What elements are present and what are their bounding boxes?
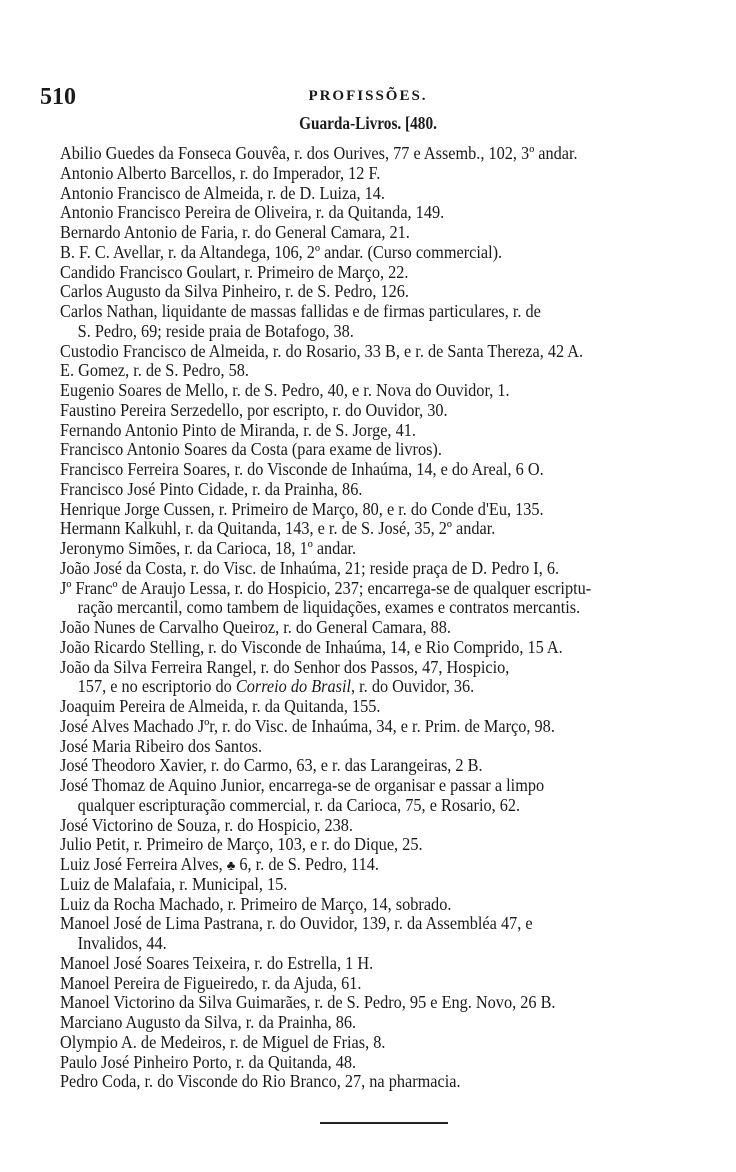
list-item: Luiz da Rocha Machado, r. Primeiro de Março, 14, sobrado. — [60, 893, 452, 914]
list-item: Carlos Augusto da Silva Pinheiro, r. de S. Pedro, 126. — [60, 281, 410, 302]
list-item: João José da Costa, r. do Visc. de Inhaúma, 21; reside praça de D. Pedro I, 6. — [60, 557, 560, 578]
list-item: Olympio A. de Medeiros, r. de Miguel de Frias, 8. — [60, 1031, 386, 1052]
running-head: PROFISSÕES. — [308, 88, 428, 104]
text-segment: Luiz José Ferreira Alves, — [60, 854, 227, 874]
list-item: Francisco Antonio Soares da Costa (para exame de livros). — [60, 439, 442, 460]
list-item: José Alves Machado Jºr, r. do Visc. de Inhaúma, 34, e r. Prim. de Março, 98. — [60, 715, 555, 736]
list-item: Jº Francº de Araujo Lessa, r. do Hospicio, 237; encarrega-se de qualquer escriptu- — [60, 577, 592, 598]
list-item: Hermann Kalkuhl, r. da Quitanda, 143, e r. de S. José, 35, 2º andar. — [60, 518, 496, 539]
list-item — [60, 855, 683, 875]
list-item-continuation: ração mercantil, como tambem de liquidações, exames e contratos mercantis. — [77, 597, 581, 618]
list-item: E. Gomez, r. de S. Pedro, 58. — [60, 360, 249, 381]
list-item-continuation: Invalidos, 44. — [77, 933, 167, 953]
list-item: Henrique Jorge Cussen, r. Primeiro de Março, 80, e r. do Conde d'Eu, 135. — [60, 498, 544, 519]
list-item-continuation — [60, 677, 683, 697]
list-item: João da Silva Ferreira Rangel, r. do Senhor dos Passos, 47, Hospicio, — [60, 656, 510, 677]
list-item: José Theodoro Xavier, r. do Carmo, 63, e r. das Larangeiras, 2 B. — [60, 755, 483, 776]
list-item: Pedro Coda, r. do Visconde do Rio Branco, 27, na pharmacia. — [60, 1071, 461, 1092]
list-item: Faustino Pereira Serzedello, por escripto, r. do Ouvidor, 30. — [60, 399, 448, 420]
list-item: Jeronymo Simões, r. da Carioca, 18, 1º andar. — [60, 538, 357, 558]
text-segment: 157, e no escriptorio do — [77, 676, 236, 697]
list-item: Antonio Alberto Barcellos, r. do Imperador, 12 F. — [60, 162, 381, 183]
list-item: Manoel Victorino da Silva Guimarães, r. de S. Pedro, 95 e Eng. Novo, 26 B. — [60, 992, 556, 1013]
list-item-continuation: S. Pedro, 69; reside praia de Botafogo, 38. — [77, 320, 354, 341]
list-item: José Maria Ribeiro dos Santos. — [60, 735, 263, 756]
list-item: Francisco José Pinto Cidade, r. da Prainha, 86. — [60, 478, 363, 499]
list-item: B. F. C. Avellar, r. da Altandega, 106, 2º andar. (Curso commercial). — [60, 241, 503, 262]
list-item: Eugenio Soares de Mello, r. de S. Pedro, 40, e r. Nova do Ouvidor, 1. — [60, 380, 510, 400]
list-item: Fernando Antonio Pinto de Miranda, r. de S. Jorge, 41. — [60, 419, 416, 440]
list-item: João Nunes de Carvalho Queiroz, r. do General Camara, 88. — [60, 617, 451, 637]
list-item: Bernardo Antonio de Faria, r. do General Camara, 21. — [60, 222, 410, 242]
list-item: Julio Petit, r. Primeiro de Março, 103, e r. do Dique, 25. — [60, 834, 423, 855]
text-segment: , r. do Ouvidor, 36. — [351, 676, 475, 697]
list-item: José Victorino de Souza, r. do Hospicio, 238. — [60, 814, 354, 835]
italic-title: Correio do Brasil — [235, 676, 352, 697]
list-item: Francisco Ferreira Soares, r. do Visconde de Inhaúma, 14, e do Areal, 6 O. — [60, 459, 544, 479]
list-item: Manoel José Soares Teixeira, r. do Estrella, 1 H. — [60, 952, 374, 973]
text-segment: 6, r. de S. Pedro, 114. — [235, 854, 379, 874]
list-item: Luiz de Malafaia, r. Municipal, 15. — [60, 873, 288, 894]
list-item: Antonio Francisco Pereira de Oliveira, r. da Quitanda, 149. — [60, 202, 445, 223]
end-rule-divider — [320, 1122, 448, 1124]
list-item: Candido Francisco Goulart, r. Primeiro de Março, 22. — [60, 261, 409, 282]
list-item: Manoel Pereira de Figueiredo, r. da Ajuda, 61. — [60, 972, 362, 993]
emblem-icon: ♣ — [226, 859, 236, 874]
list-item: Abilio Guedes da Fonseca Gouvêa, r. dos Ourives, 77 e Assemb., 102, 3º andar. — [60, 143, 578, 163]
list-item-continuation: qualquer escripturação commercial, r. da Carioca, 75, e Rosario, 62. — [77, 794, 521, 815]
list-item: Joaquim Pereira de Almeida, r. da Quitanda, 155. — [60, 696, 381, 716]
list-item: Custodio Francisco de Almeida, r. do Rosario, 33 B, e r. de Santa Thereza, 42 A. — [60, 340, 584, 361]
directory-list — [60, 144, 730, 1092]
section-title: Guarda-Livros. [480. — [299, 113, 437, 133]
list-item: Carlos Nathan, liquidante de massas fallidas e de firmas particulares, r. de — [60, 301, 541, 321]
list-item: Antonio Francisco de Almeida, r. de D. Luiza, 14. — [60, 182, 385, 203]
page-number: 510 — [40, 84, 76, 110]
list-item: Manoel José de Lima Pastrana, r. do Ouvidor, 139, r. da Assembléa 47, e — [60, 913, 533, 934]
list-item: Paulo José Pinheiro Porto, r. da Quitanda, 48. — [60, 1051, 357, 1072]
list-item: José Thomaz de Aquino Junior, encarrega-se de organisar e passar a limpo — [60, 775, 545, 795]
list-item: Marciano Augusto da Silva, r. da Prainha, 86. — [60, 1012, 357, 1032]
list-item: João Ricardo Stelling, r. do Visconde de Inhaúma, 14, e Rio Comprido, 15 A. — [60, 636, 563, 657]
